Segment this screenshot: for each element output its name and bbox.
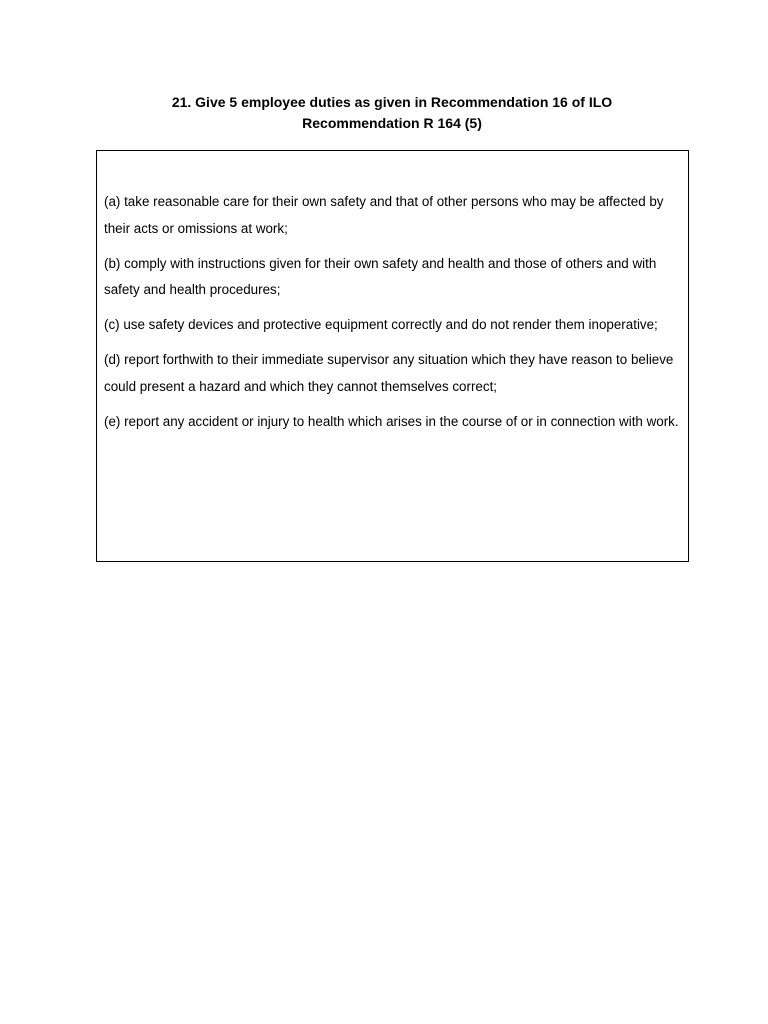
question-line-2: Recommendation R 164 (5) [302,115,482,131]
duty-item-c: (c) use safety devices and protective equipment correctly and do not render them inoperative; [104,317,658,332]
duty-item-e: (e) report any accident or injury to health which arises in the course of or in connection with work. [104,413,679,429]
answer-box [96,150,689,562]
duty-item-d: (d) report forthwith to their immediate supervisor any situation which they have reason to believe could present a hazard and which they cannot themselves correct; [104,352,674,394]
question-heading [96,92,688,134]
duty-item-a: (a) take reasonable care for their own safety and that of other persons who may be affected by their acts or omissions at work; [104,194,664,236]
duties-list [104,189,684,444]
question-line-1: 21. Give 5 employee duties as given in Recommendation 16 of ILO [171,94,613,110]
duty-item-b: (b) comply with instructions given for their own safety and health and those of others and with safety and health procedures; [104,255,657,297]
